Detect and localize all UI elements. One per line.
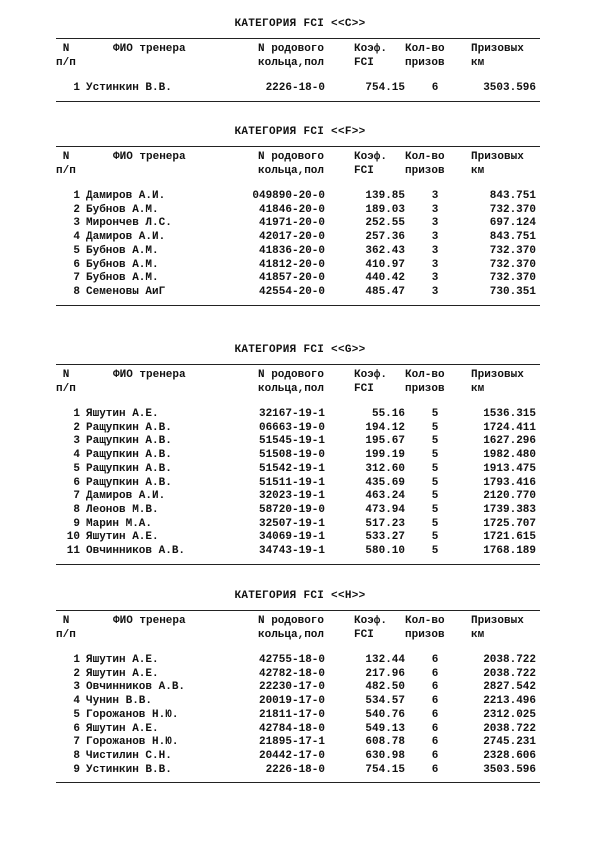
ring-number: 049890-20-0: [252, 190, 325, 202]
trainer-name: Бубнов А.М.: [86, 203, 159, 216]
trainer-name: Дамиров А.И.: [86, 231, 166, 244]
fci-coefficient: 485.47: [365, 285, 405, 298]
column-header-ring2: кольца,пол: [258, 165, 325, 177]
fci-coefficient: 199.19: [365, 449, 405, 462]
row-number: 1: [73, 654, 80, 666]
row-number: 7: [73, 490, 80, 503]
prize-count: 3: [431, 217, 439, 230]
trainer-name: Устинкин В.В.: [86, 763, 172, 776]
ring-number: 41857-20-0: [258, 272, 325, 285]
ring-number: 32023-19-1: [258, 490, 325, 503]
ring-number: 51545-19-1: [258, 435, 325, 448]
prize-count: 3: [431, 190, 439, 202]
prize-km: 843.751: [489, 231, 536, 244]
ring-number: 41971-20-0: [258, 217, 325, 230]
prize-km: 1725.707: [483, 517, 536, 530]
prize-km: 697.124: [489, 217, 536, 230]
trainer-name: Яшутин А.Е.: [86, 654, 159, 666]
column-header-ring1: N родового: [258, 369, 325, 381]
ring-number: 42017-20-0: [258, 231, 325, 244]
prize-count: 5: [431, 449, 439, 462]
ring-number: 41846-20-0: [258, 203, 325, 216]
table-bottom-rule: [56, 101, 540, 102]
column-header-n1: N: [62, 615, 70, 627]
fci-coefficient: 580.10: [365, 545, 405, 557]
row-number: 3: [73, 435, 80, 448]
ring-number: 41836-20-0: [258, 244, 325, 257]
column-header-coef1: Коэф.: [354, 151, 388, 163]
prize-count: 3: [431, 231, 439, 244]
row-number: 1: [73, 190, 80, 202]
prize-km: 732.370: [489, 244, 536, 257]
column-header-coef2: FCI: [354, 165, 374, 177]
prize-count: 3: [431, 203, 439, 216]
row-number: 1: [73, 408, 80, 420]
column-header-n2: п/п: [56, 165, 76, 177]
column-header-name: ФИО тренера: [113, 43, 186, 55]
row-number: 9: [73, 763, 80, 776]
row-number: 2: [73, 421, 80, 434]
ring-number: 06663-19-0: [258, 421, 325, 434]
trainer-name: Дамиров А.И.: [86, 190, 166, 202]
prize-km: 1721.615: [483, 531, 536, 544]
fci-coefficient: 608.78: [365, 736, 405, 749]
section-title: КАТЕГОРИЯ FCI <<H>>: [234, 590, 366, 602]
trainer-name: Дамиров А.И.: [86, 490, 166, 503]
ring-number: 22230-17-0: [258, 681, 325, 694]
row-number: 6: [73, 476, 80, 489]
column-header-ring2: кольца,пол: [258, 629, 325, 641]
fci-coefficient: 195.67: [365, 435, 405, 448]
row-number: 1: [73, 82, 80, 94]
row-number: 8: [73, 749, 80, 762]
prize-count: 5: [431, 408, 439, 420]
trainer-name: Бубнов А.М.: [86, 272, 159, 285]
trainer-name: Ращупкин А.В.: [86, 421, 172, 434]
fci-coefficient: 362.43: [365, 244, 405, 257]
fci-coefficient: 754.15: [365, 763, 405, 776]
column-header-ring2: кольца,пол: [258, 383, 325, 395]
column-header-n2: п/п: [56, 383, 76, 395]
prize-km: 2038.722: [483, 667, 536, 680]
fci-coefficient: 139.85: [365, 190, 405, 202]
column-header-prizes2: призов: [405, 629, 445, 641]
ring-number: 58720-19-0: [258, 503, 325, 516]
row-number: 9: [73, 517, 80, 530]
prize-km: 2827.542: [483, 681, 536, 694]
column-header-coef2: FCI: [354, 57, 374, 69]
prize-km: 2038.722: [483, 722, 536, 735]
trainer-name: Ращупкин А.В.: [86, 462, 172, 475]
prize-count: 5: [431, 435, 439, 448]
column-header-name: ФИО тренера: [113, 615, 186, 627]
prize-km: 2745.231: [483, 736, 536, 749]
prize-count: 6: [431, 695, 439, 708]
fci-coefficient: 252.55: [365, 217, 405, 230]
prize-count: 6: [431, 654, 439, 666]
column-header-n2: п/п: [56, 57, 76, 69]
fci-coefficient: 473.94: [365, 503, 405, 516]
trainer-name: Горожанов Н.Ю.: [86, 708, 179, 721]
fci-coefficient: 312.60: [365, 462, 405, 475]
fci-coefficient: 534.57: [365, 695, 405, 708]
fci-coefficient: 257.36: [365, 231, 405, 244]
row-number: 11: [66, 545, 80, 557]
fci-coefficient: 533.27: [365, 531, 405, 544]
prize-count: 5: [431, 503, 439, 516]
column-header-name: ФИО тренера: [113, 369, 186, 381]
prize-count: 3: [431, 272, 439, 285]
table-bottom-rule: [56, 305, 540, 306]
row-number: 2: [73, 203, 80, 216]
prize-km: 1739.383: [483, 503, 536, 516]
fci-coefficient: 435.69: [365, 476, 405, 489]
column-header-km1: Призовых: [471, 151, 524, 163]
column-header-name: ФИО тренера: [113, 151, 186, 163]
ring-number: 20442-17-0: [258, 749, 325, 762]
row-number: 8: [73, 503, 80, 516]
trainer-name: Горожанов Н.Ю.: [86, 736, 179, 749]
fci-coefficient: 540.76: [365, 708, 405, 721]
prize-count: 5: [431, 531, 439, 544]
prize-km: 730.351: [489, 285, 536, 298]
fci-coefficient: 517.23: [365, 517, 405, 530]
ring-number: 2226-18-0: [265, 763, 325, 776]
table-bottom-rule: [56, 564, 540, 565]
row-number: 10: [66, 531, 80, 544]
ring-number: 42554-20-0: [258, 285, 325, 298]
section-title: КАТЕГОРИЯ FCI <<F>>: [234, 126, 366, 138]
column-header-n1: N: [62, 151, 70, 163]
trainer-name: Чистилин С.Н.: [86, 749, 172, 762]
prize-count: 6: [431, 681, 439, 694]
prize-km: 1913.475: [483, 462, 536, 475]
ring-number: 34743-19-1: [258, 545, 325, 557]
column-header-ring1: N родового: [258, 43, 325, 55]
ring-number: 32167-19-1: [258, 408, 325, 420]
fci-coefficient: 463.24: [365, 490, 405, 503]
prize-count: 6: [431, 82, 439, 94]
fci-coefficient: 549.13: [365, 722, 405, 735]
fci-coefficient: 410.97: [365, 258, 405, 271]
trainer-name: Устинкин В.В.: [86, 82, 172, 94]
column-header-km1: Призовых: [471, 43, 524, 55]
row-number: 5: [73, 708, 80, 721]
ring-number: 42784-18-0: [258, 722, 325, 735]
table-top-rule: [56, 146, 540, 147]
ring-number: 42755-18-0: [258, 654, 325, 666]
prize-km: 843.751: [489, 190, 536, 202]
prize-count: 3: [431, 258, 439, 271]
fci-coefficient: 754.15: [365, 82, 405, 94]
row-number: 6: [73, 722, 80, 735]
prize-count: 3: [431, 285, 439, 298]
column-header-n1: N: [62, 369, 70, 381]
row-number: 2: [73, 667, 80, 680]
trainer-name: Марин М.А.: [86, 517, 153, 530]
prize-km: 1793.416: [483, 476, 536, 489]
prize-count: 5: [431, 462, 439, 475]
prize-count: 6: [431, 749, 439, 762]
ring-number: 21895-17-1: [258, 736, 325, 749]
trainer-name: Мирончев Л.С.: [86, 217, 172, 230]
prize-km: 732.370: [489, 272, 536, 285]
fci-coefficient: 132.44: [365, 654, 405, 666]
trainer-name: Яшутин А.Е.: [86, 531, 159, 544]
column-header-ring1: N родового: [258, 151, 325, 163]
prize-count: 6: [431, 763, 439, 776]
row-number: 4: [73, 231, 80, 244]
column-header-prizes1: Кол-во: [405, 369, 445, 381]
column-header-coef1: Коэф.: [354, 369, 388, 381]
prize-count: 5: [431, 517, 439, 530]
trainer-name: Бубнов А.М.: [86, 244, 159, 257]
trainer-name: Леонов М.В.: [86, 503, 159, 516]
prize-count: 3: [431, 244, 439, 257]
prize-count: 5: [431, 421, 439, 434]
row-number: 8: [73, 285, 80, 298]
row-number: 6: [73, 258, 80, 271]
section-title: КАТЕГОРИЯ FCI <<G>>: [234, 344, 366, 356]
fci-coefficient: 55.16: [371, 408, 405, 420]
section-title: КАТЕГОРИЯ FCI <<C>>: [234, 18, 366, 30]
row-number: 4: [73, 449, 80, 462]
column-header-coef2: FCI: [354, 629, 374, 641]
fci-coefficient: 189.03: [365, 203, 405, 216]
trainer-name: Чунин В.В.: [86, 695, 153, 708]
row-number: 5: [73, 244, 80, 257]
row-number: 7: [73, 736, 80, 749]
column-header-n1: N: [62, 43, 70, 55]
prize-km: 1768.189: [483, 545, 536, 557]
prize-km: 1627.296: [483, 435, 536, 448]
row-number: 5: [73, 462, 80, 475]
prize-km: 732.370: [489, 203, 536, 216]
trainer-name: Яшутин А.Е.: [86, 722, 159, 735]
column-header-ring1: N родового: [258, 615, 325, 627]
prize-count: 6: [431, 722, 439, 735]
column-header-coef2: FCI: [354, 383, 374, 395]
prize-count: 6: [431, 708, 439, 721]
fci-coefficient: 217.96: [365, 667, 405, 680]
column-header-coef1: Коэф.: [354, 615, 388, 627]
prize-km: 1536.315: [483, 408, 536, 420]
prize-km: 1724.411: [483, 421, 536, 434]
trainer-name: Семеновы АиГ: [86, 285, 166, 298]
fci-coefficient: 440.42: [365, 272, 405, 285]
table-top-rule: [56, 610, 540, 611]
prize-km: 732.370: [489, 258, 536, 271]
column-header-coef1: Коэф.: [354, 43, 388, 55]
ring-number: 20019-17-0: [258, 695, 325, 708]
prize-count: 5: [431, 545, 439, 557]
column-header-prizes2: призов: [405, 165, 445, 177]
fci-coefficient: 482.50: [365, 681, 405, 694]
column-header-km1: Призовых: [471, 369, 524, 381]
column-header-prizes1: Кол-во: [405, 615, 445, 627]
column-header-prizes2: призов: [405, 57, 445, 69]
prize-km: 3503.596: [483, 763, 536, 776]
ring-number: 32507-19-1: [258, 517, 325, 530]
ring-number: 2226-18-0: [265, 82, 325, 94]
column-header-prizes1: Кол-во: [405, 151, 445, 163]
table-bottom-rule: [56, 782, 540, 783]
column-header-prizes1: Кол-во: [405, 43, 445, 55]
ring-number: 42782-18-0: [258, 667, 325, 680]
prize-km: 2213.496: [483, 695, 536, 708]
ring-number: 34069-19-1: [258, 531, 325, 544]
prize-count: 5: [431, 476, 439, 489]
prize-km: 2312.025: [483, 708, 536, 721]
column-header-ring2: кольца,пол: [258, 57, 325, 69]
prize-count: 6: [431, 667, 439, 680]
trainer-name: Яшутин А.Е.: [86, 667, 159, 680]
column-header-n2: п/п: [56, 629, 76, 641]
trainer-name: Ращупкин А.В.: [86, 449, 172, 462]
trainer-name: Овчинников А.В.: [86, 681, 186, 694]
row-number: 3: [73, 681, 80, 694]
ring-number: 51542-19-1: [258, 462, 325, 475]
trainer-name: Яшутин А.Е.: [86, 408, 159, 420]
trainer-name: Ращупкин А.В.: [86, 435, 172, 448]
fci-coefficient: 630.98: [365, 749, 405, 762]
ring-number: 21811-17-0: [258, 708, 325, 721]
ring-number: 41812-20-0: [258, 258, 325, 271]
prize-km: 2120.770: [483, 490, 536, 503]
column-header-km2: км: [471, 629, 485, 641]
column-header-km2: км: [471, 383, 485, 395]
column-header-km2: км: [471, 165, 485, 177]
row-number: 3: [73, 217, 80, 230]
row-number: 4: [73, 695, 80, 708]
column-header-km2: км: [471, 57, 485, 69]
prize-km: 2038.722: [483, 654, 536, 666]
fci-coefficient: 194.12: [365, 421, 405, 434]
trainer-name: Овчинников А.В.: [86, 545, 186, 557]
ring-number: 51508-19-0: [258, 449, 325, 462]
prize-count: 5: [431, 490, 439, 503]
column-header-prizes2: призов: [405, 383, 445, 395]
trainer-name: Ращупкин А.В.: [86, 476, 172, 489]
trainer-name: Бубнов А.М.: [86, 258, 159, 271]
table-top-rule: [56, 38, 540, 39]
table-top-rule: [56, 364, 540, 365]
ring-number: 51511-19-1: [258, 476, 325, 489]
column-header-km1: Призовых: [471, 615, 524, 627]
prize-km: 2328.606: [483, 749, 536, 762]
prize-km: 1982.480: [483, 449, 536, 462]
row-number: 7: [73, 272, 80, 285]
prize-count: 6: [431, 736, 439, 749]
prize-km: 3503.596: [483, 82, 536, 94]
